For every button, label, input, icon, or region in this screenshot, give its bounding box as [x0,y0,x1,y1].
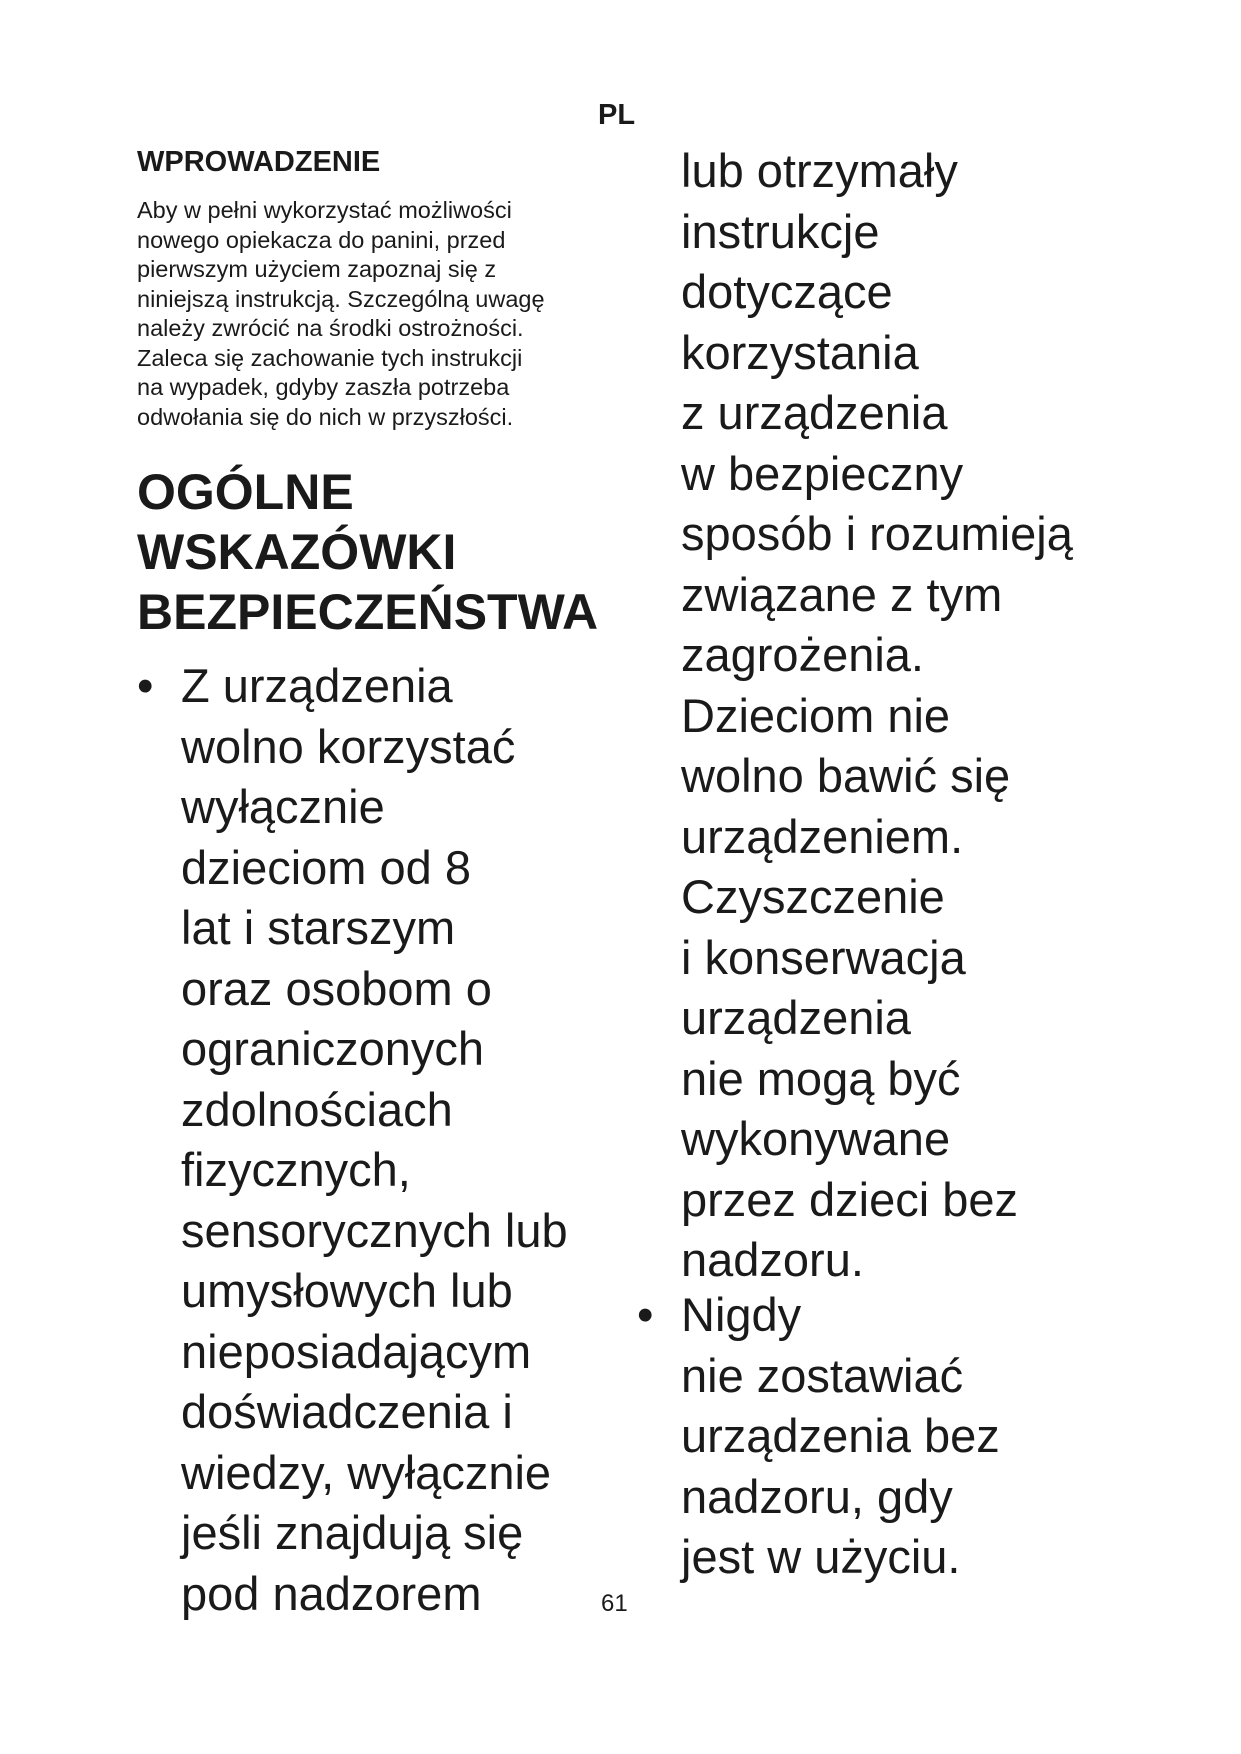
bullet-line: lub otrzymały [681,144,958,197]
intro-text [137,196,607,432]
bullet-line: fizycznych, [181,1143,411,1196]
bullet-line: dzieciom od 8 [181,840,471,894]
intro-line: na wypadek, gdyby zaszła potrzeba [137,374,510,400]
bullet-line: wolno korzystać [181,719,516,773]
bullet-line: nadzoru, gdy [681,1469,953,1523]
section-title-line: WSKAZÓWKI [137,524,457,580]
bullet-line: nie mogą być [681,1051,961,1105]
bullet-line: wiedzy, wyłącznie [181,1445,552,1499]
bullet-line: ograniczonych [181,1022,485,1075]
section-title-line: BEZPIECZEŃSTWA [137,584,599,640]
bullet-line: sensorycznych lub [181,1203,568,1257]
bullet-line: urządzenia bez [681,1409,1000,1462]
bullet-line: umysłowych lub [181,1264,513,1317]
bullet-line: związane z tym [681,567,1003,621]
bullet-line: zagrożenia. [681,628,924,681]
bullet-line: lat i starszym [181,901,456,954]
safety-bullet-children-continuation [681,141,1073,1291]
intro-line: pierwszym użyciem zapoznaj się z [137,256,497,282]
bullet-text [181,656,568,1624]
intro-line: odwołania się do nich w przyszłości. [137,403,514,430]
bullet-line: Czyszczenie [681,870,945,923]
bullet-line: z urządzenia [681,386,948,439]
bullet-line: nadzoru. [681,1233,864,1286]
bullet-line: instrukcje [681,204,880,258]
intro-section [137,145,607,432]
bullet-line: nie zostawiać [681,1348,964,1402]
bullet-line: urządzeniem. [681,809,964,863]
bullet-line: korzystania [681,325,919,379]
intro-line: Zaleca się zachowanie tych instrukcji [137,344,523,371]
bullet-line: oraz osobom o [181,961,492,1015]
bullet-line: wolno bawić się [681,749,1011,802]
bullet-line: dotyczące [681,265,893,318]
bullet-line: i konserwacja [681,930,966,984]
bullet-line: sposób i rozumieją [681,507,1073,560]
bullet-line: w bezpieczny [681,446,964,500]
intro-title: WPROWADZENIE [137,146,381,178]
bullet-line: doświadczenia i [181,1385,513,1438]
bullet-line: wykonywane [681,1112,951,1165]
intro-line: nowego opiekacza do panini, przed [137,226,506,253]
bullet-line: Dzieciom nie [681,688,951,742]
bullet-line: Nigdy [681,1288,802,1341]
intro-line: niniejszą instrukcją. Szczególną uwagę [137,285,545,312]
bullet-line: zdolnościach [181,1082,453,1136]
bullet-line: Z urządzenia [181,659,453,712]
language-code: PL [598,99,636,131]
section-title-line: OGÓLNE [137,464,354,520]
page-number: 61 [601,1590,628,1617]
bullet-text [681,1285,1000,1588]
bullet-line: jest w użyciu. [681,1530,961,1583]
intro-line: Aby w pełni wykorzystać możliwości [137,197,512,223]
bullet-icon: • [637,1288,654,1341]
bullet-line: przez dzieci bez [681,1172,1018,1226]
bullet-line: wyłącznie [181,780,385,833]
section-title [137,462,598,642]
bullet-line: urządzenia [681,991,911,1044]
bullet-line: jeśli znajdują się [181,1506,524,1559]
bullet-icon: • [137,659,154,712]
intro-line: należy zwrócić na środki ostrożności. [137,315,524,341]
bullet-line: pod nadzorem [181,1566,482,1620]
bullet-line: nieposiadającym [181,1324,532,1378]
